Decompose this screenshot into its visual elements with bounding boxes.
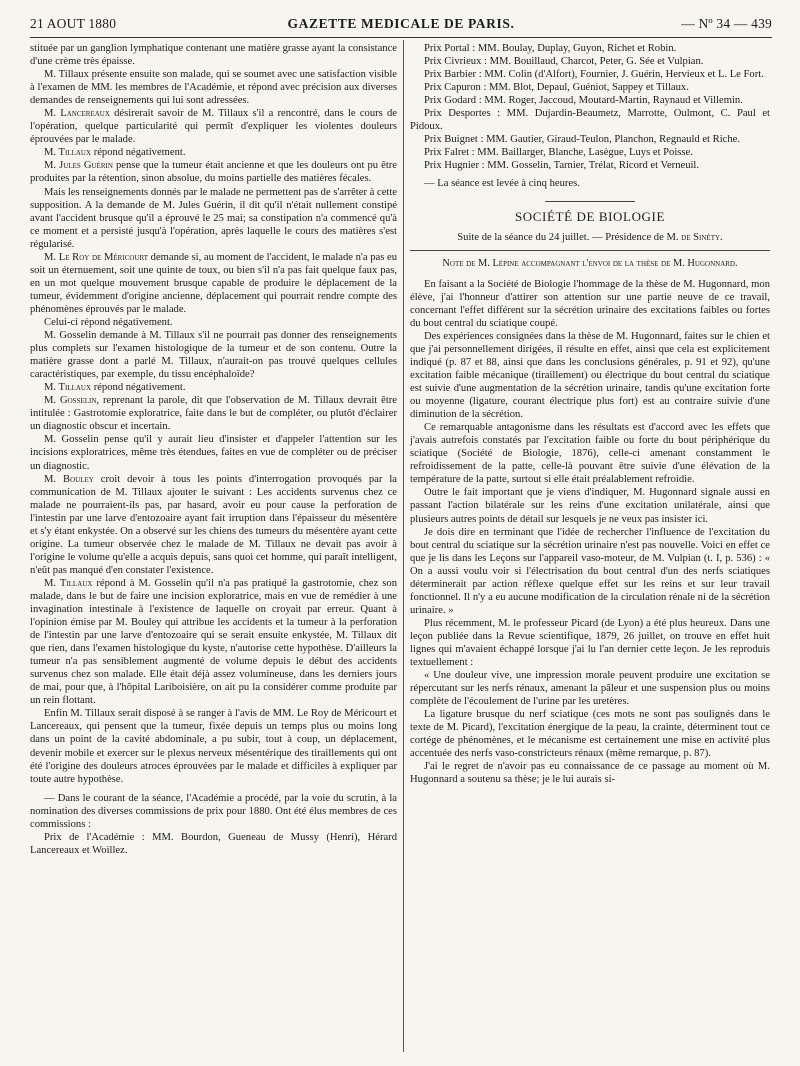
paragraph [30, 433, 397, 472]
session-end: . [720, 231, 723, 243]
prize-commission: Prix Hugnier : MM. Gosselin, Tarnier, Trélat, Ricord et Verneuil. [424, 160, 700, 172]
paragraph [30, 186, 397, 251]
paragraph [30, 473, 397, 577]
paragraph-text: demande si, au moment de l'accident, le malade n'a pas eu soit un éternuement, soit une quinte de toux, ou bien s'il n'a pas fait quelque faux pas, en un mot quelque mouvement brusque capable de produire le déplacement de la tumeur, évidemment d'origine ancienne, déplacement qui pourrait rendre compte des phénomènes éprouvés par le malade. [30, 251, 397, 315]
paragraph [30, 316, 397, 329]
paragraph [30, 577, 397, 707]
paragraph-text: répond à M. Gosselin qu'il n'a pas pratiqué la gastrotomie, chez son malade, dans le but de faire une incision exploratrice, mais en vue de remédier à une invagination intestinale à l'existence de laquelle on croyait par erreur. Quant à l'opinion émise par M. Bouley qui attribue les accidents et la tumeur à la perforation de l'intestin par une larve d'entozoaire qui se serait ensuite enkystée, M. Tillaux dit que rien, dans l'examen histologique du kyste, n'autorise cette hypothèse. D'ailleurs la tumeur n'a pas sensiblement augmenté de volume depuis le début des accidents survenus chez son malade. Elle était déjà assez volumineuse, dans les derniers jours de mai, pour que, à l'hôpital Lariboisière, on ait pu la considérer comme produite par un rein flottant. [30, 577, 398, 707]
prize-list [410, 42, 770, 172]
paragraph-text: désirerait savoir de M. Tillaux s'il a rencontré, dans le cours de l'opération, quelque particularité qui permît d'expliquer les violentes douleurs éprouvées par le malade. [30, 108, 397, 146]
paragraph-text: Mais les renseignements donnés par le malade ne permettent pas de s'arrêter à cette supposition. A la demande de M. Jules Guérin, il dit qu'il n'était nullement constipé avant l'accident brusque qu'il a éprouvé le 25 mai; sa constipation n'a commencé qu'à ce moment et a persisté jusqu'à l'opération, après laquelle le cours des matières s'est régularisé. [30, 186, 397, 250]
paragraph: Outre le fait important que je viens d'indiquer, M. Hugonnard signale aussi en passant l'action bilatérale sur les reins d'une excitation unilatérale, ainsi que plusieurs autres points de détail sur lesquels je ne veux pas insister ici. [410, 487, 770, 525]
paragraph-text: — Dans le courant de la séance, l'Académie a procédé, par la voie du scrutin, à la nomination des diverses commissions de prix pour 1880. Ont été élus membres de ces commissions : [30, 792, 397, 830]
paragraph-text: M. Gosselin demande à M. Tillaux s'il ne pourrait pas donner des renseignements plus complets sur l'examen histologique de la tumeur et de son contenu. Outre la matière grasse dont a parlé M. Tillaux, n'aurait-on pas trouvé quelques cellules caractéristiques, par exemple, du tissu encéphaloïde? [30, 330, 397, 381]
paragraph-text: répond négativement. [91, 382, 186, 394]
speaker-name: M. Tillaux [44, 147, 92, 159]
closing-line: — La séance est levée à cinq heures. [424, 178, 580, 190]
section-rule [545, 201, 635, 202]
speaker-name: M. Le Roy de Méricourt [44, 251, 148, 263]
paragraph [30, 792, 397, 831]
session-president: de Sinéty [681, 231, 721, 243]
paragraph [30, 251, 397, 316]
note-title: Note de M. Lépine accompagnant l'envoi de la thèse de M. Hugonnard. [442, 257, 738, 269]
prize-commission: Prix Portal : MM. Boulay, Duplay, Guyon, Richet et Robin. [424, 43, 677, 54]
paragraph [30, 107, 397, 146]
prize-commission: Prix Capuron : MM. Blot, Depaul, Guéniot, Sappey et Tillaux. [424, 82, 689, 94]
prize-commission: Prix Civrieux : MM. Bouillaud, Charcot, Peter, G. Sée et Vulpian. [424, 56, 704, 68]
speaker-name: M. Bouley [44, 473, 94, 485]
issue-number: — Nº 34 — [681, 16, 748, 31]
prize-commission: Prix Desportes : MM. Dujardin-Beaumetz, Marrotte, Oulmont, C. Paul et Pidoux. [410, 108, 770, 133]
paragraph-text: Prix de l'Académie : MM. Bourdon, Gueneau de Mussy (Henri), Hérard Lancereaux et Woillez. [30, 831, 397, 856]
speaker-name: M. Jules Guérin [44, 160, 113, 172]
paragraph-text: Celui-ci répond négativement. [44, 316, 173, 328]
session-text: Suite de la séance du 24 juillet. — Présidence de M. [457, 231, 682, 243]
speaker-name: M. Gosselin [44, 395, 97, 407]
paragraph: Plus récemment, M. le professeur Picard (de Lyon) a été plus heureux. Dans une leçon publiée dans la Revue scientifique, 1879, 26 juillet, on trouve en effet huit lignes qui m'avaient échappé lorsque j'ai lu l'an dernier cette leçon. Je les reproduis textuellement : [410, 617, 770, 669]
right-column [410, 42, 770, 786]
paragraph [30, 381, 397, 394]
paragraph: Des expériences consignées dans la thèse de M. Hugonnard, faites sur le chien et que j'ai personnellement dirigées, il résulte en effet, ainsi que cela est explicitement indiqué (p. 87 et 88, ainsi que dans les conclusions générales, p. 91 et 92), qu'une excitation faible mécanique (tiraillement) ou électrique du bout central du sciatique est suivie d'une augmentation de la sécrétion urinaire, tandis qu'une excitation forte ou moyenne (ligature, courant électrique plus fort) est au contraire suivie d'une diminution de la sécrétion. [410, 330, 770, 421]
session-line [410, 231, 770, 244]
paragraph: La ligature brusque du nerf sciatique (ces mots ne sont pas soulignés dans le texte de M. Picard), l'excitation énergique de la peau, la crainte, déterminent tout ce cortége de phénomènes, et le mécanisme est certainement une mise en activité plus accentuée des nerfs vaso-constricteurs rénaux (même remarque, p. 87). [410, 709, 770, 760]
paragraph-text: , reprenant la parole, dit que l'observation de M. Tillaux devrait être intitulée : Gastrotomie exploratrice, faite dans le but de compléter, ou plutôt d'éclairer un diagnostic obscur et incertain. [30, 395, 397, 433]
paragraph [30, 707, 397, 785]
paragraph: J'ai le regret de n'avoir pas eu connaissance de ce passage au moment où M. Hugonnard a soutenu sa thèse; je le lui aurais si- [410, 761, 770, 786]
note-rule [410, 250, 770, 251]
paragraph [30, 329, 397, 381]
paragraph-text: M. Gosselin pense qu'il y aurait lieu d'insister et d'appeler l'attention sur les incisions exploratrices, même très étendues, faites en vue de compléter ou de préciser un diagnostic. [30, 434, 397, 472]
paragraph: Je dois dire en terminant que l'idée de rechercher l'influence de l'excitation du bout central du sciatique sur la sécrétion urinaire n'est pas nouvelle. Voici en effet ce que je lis dans les Leçons sur l'appareil vaso-moteur, de M. Vulpian (t. I, p. 536) : « On a aussi voulu voir si l'électrisation du bout central d'un des nerfs sciatiques déterminerait par action réflexe quelque effet sur les reins et sur leur travail fonctionnel. Il n'y a eu aucune modification de la circulation rénale ni de la sécrétion urinaire. » [410, 526, 770, 616]
prize-commission: Prix Falret : MM. Baillarger, Blanche, Lasègue, Luys et Poisse. [424, 147, 693, 159]
section-title: SOCIÉTÉ DE BIOLOGIE [514, 208, 666, 224]
paragraph-text: répond négativement. [91, 147, 186, 159]
paragraph [30, 159, 397, 185]
paragraph-text: M. Tillaux présente ensuite son malade, qui se soumet avec une satisfaction visible à l'examen de MM. les membres de l'Académie, et répond avec précision aux diverses demandes de renseignements qui lui sont adressées. [30, 69, 397, 107]
paragraph [30, 68, 397, 107]
paragraph: En faisant a la Société de Biologie l'hommage de la thèse de M. Hugonnard, mon élève, j'ai l'honneur d'attirer son attention sur une partie neuve de ce travail, concernant l'effet différent sur la sécrétion urinaire des excitations faibles ou fortes du bout central du sciatique coupé. [410, 278, 770, 329]
paragraph [30, 42, 397, 68]
speaker-name: M. Tillaux [44, 382, 92, 394]
note-body [410, 278, 770, 787]
page-header [30, 16, 772, 38]
paragraph-text: croit devoir à tous les points d'interrogation provoqués par la communication de M. Tillaux ajouter le suivant : Les accidents survenus chez ce malade ne pourraient-ils pas, par hasard, avoir eu pour cause la perforation de l'intestin par une larve d'entozoaire ayant fait irruption dans l'épaisseur du mésentère et s'y étant enkystée. On a observé sur les chiens des tumeurs du mésentère ayant cette origine. La tumeur observée chez le malade de M. Tillaux ne devait pas avoir à l'origine le volume qu'elle a acquis depuis, sans quoi cet homme, qui paraît intelligent, n'eût pas manqué d'en constater l'existence. [30, 473, 397, 576]
column-divider [403, 40, 404, 1052]
paragraph-text: stituée par un ganglion lymphatique contenant une matière grasse ayant la consistance d'une crème très épaisse. [30, 43, 397, 68]
prize-commission: Prix Barbier : MM. Colin (d'Alfort), Fournier, J. Guérin, Hervieux et L. Le Fort. [424, 69, 764, 81]
header-issue-page [681, 16, 772, 32]
page-number: 439 [751, 16, 772, 31]
paragraph: Ce remarquable antagonisme dans les résultats est d'accord avec les effets que j'avais autrefois constatés par l'excitation faible ou forte du bout périphérique du sciatique (Société de Biologie, 1876), celle-ci amenant constamment le refroidissement de la patte, celle-là pouvant être suivie d'une élévation de la température de la patte, surtout si elle était préalablement refroidie. [410, 422, 770, 486]
journal-title: GAZETTE MEDICALE DE PARIS. [287, 16, 515, 31]
paragraph: « Une douleur vive, une impression morale peuvent produire une excitation se répercutant sur les nerfs rénaux, amenant la pâleur et une suspension plus ou moins complète de l'écoulement de l'urine par les uretères. [410, 670, 770, 708]
speaker-name: M. Lancereaux [44, 108, 110, 120]
speaker-name: M. Tillaux [44, 577, 93, 589]
paragraph-text: pense que la tumeur était ancienne et que les douleurs ont pu être produites par la rétention, sinon absolue, du moins partielle des matières fécales. [30, 160, 398, 185]
prize-commission: Prix Buignet : MM. Gautier, Giraud-Teulon, Planchon, Regnauld et Riche. [424, 134, 741, 146]
paragraph [30, 146, 397, 159]
prize-commission: Prix Godard : MM. Roger, Jaccoud, Moutard-Martin, Raynaud et Villemin. [424, 95, 743, 107]
header-rule [30, 37, 772, 38]
paragraph [30, 831, 397, 857]
paragraph [30, 394, 397, 433]
header-date: 21 AOUT 1880 [30, 16, 117, 31]
left-column [30, 42, 397, 857]
paragraph-text: Enfin M. Tillaux serait disposé à se ranger à l'avis de MM. Le Roy de Méricourt et Lancereaux, qui pensent que la tumeur, fixée depuis un temps plus ou moins long dans un point de la cavité abdominale, a pu subir, tout à coup, un déplacement, devenir mobile et exercer sur le plexus nerveux mésentérique des tiraillements qui ont été l'origine des douleurs atroces éprouvées par le malade et difficiles à expliquer par toute autre hypothèse. [30, 708, 397, 785]
